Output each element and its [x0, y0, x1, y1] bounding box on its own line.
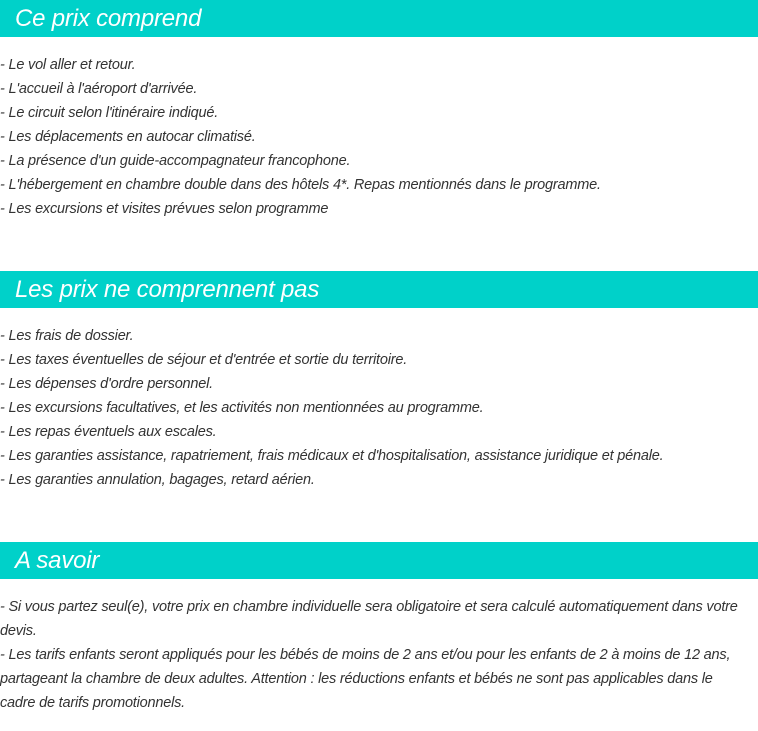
list-item: - Le circuit selon l'itinéraire indiqué. [0, 105, 219, 121]
section-title: Ce prix comprend [15, 4, 202, 32]
list-item: - L'hébergement en chambre double dans des hôtels 4*. Repas mentionnés dans le programme. [0, 177, 601, 193]
list-item: - Les déplacements en autocar climatisé. [0, 129, 256, 145]
section-header [0, 271, 758, 308]
info-paragraph: - Les tarifs enfants seront appliqués pour les bébés de moins de 2 ans et/ou pour les enfants de 2 à moins de 12 ans, partageant la chambre de deux adultes. Attention : les réductions enfants et bébés ne sont pas applicables dans le cadre de tarifs promotionnels. [0, 647, 731, 711]
section-body [0, 579, 758, 715]
list-item: - Les taxes éventuelles de séjour et d'entrée et sortie du territoire. [0, 352, 408, 368]
section-header [0, 542, 758, 579]
section-header [0, 0, 758, 37]
list-item: - Les repas éventuels aux escales. [0, 424, 217, 440]
list-item: - Les excursions et visites prévues selon programme [0, 201, 329, 217]
list-item: - Les frais de dossier. [0, 328, 134, 344]
section-body [0, 308, 758, 492]
section-title: Les prix ne comprennent pas [15, 275, 320, 303]
list-item: - Les garanties assistance, rapatriement, frais médicaux et d'hospitalisation, assistance juridique et pénale. [0, 448, 664, 464]
section-good-to-know [0, 542, 758, 715]
list-item: - L'accueil à l'aéroport d'arrivée. [0, 81, 198, 97]
info-paragraph: - Si vous partez seul(e), votre prix en chambre individuelle sera obligatoire et sera calculé automatiquement dans votre devis. [0, 599, 738, 639]
list-item: - Le vol aller et retour. [0, 57, 136, 73]
list-item: - Les dépenses d'ordre personnel. [0, 376, 214, 392]
list-item: - Les excursions facultatives, et les activités non mentionnées au programme. [0, 400, 484, 416]
section-body [0, 37, 758, 221]
section-price-excludes [0, 271, 758, 492]
list-item: - Les garanties annulation, bagages, retard aérien. [0, 472, 315, 488]
list-item: - La présence d'un guide-accompagnateur francophone. [0, 153, 351, 169]
section-title: A savoir [15, 546, 100, 574]
section-price-includes [0, 0, 758, 221]
